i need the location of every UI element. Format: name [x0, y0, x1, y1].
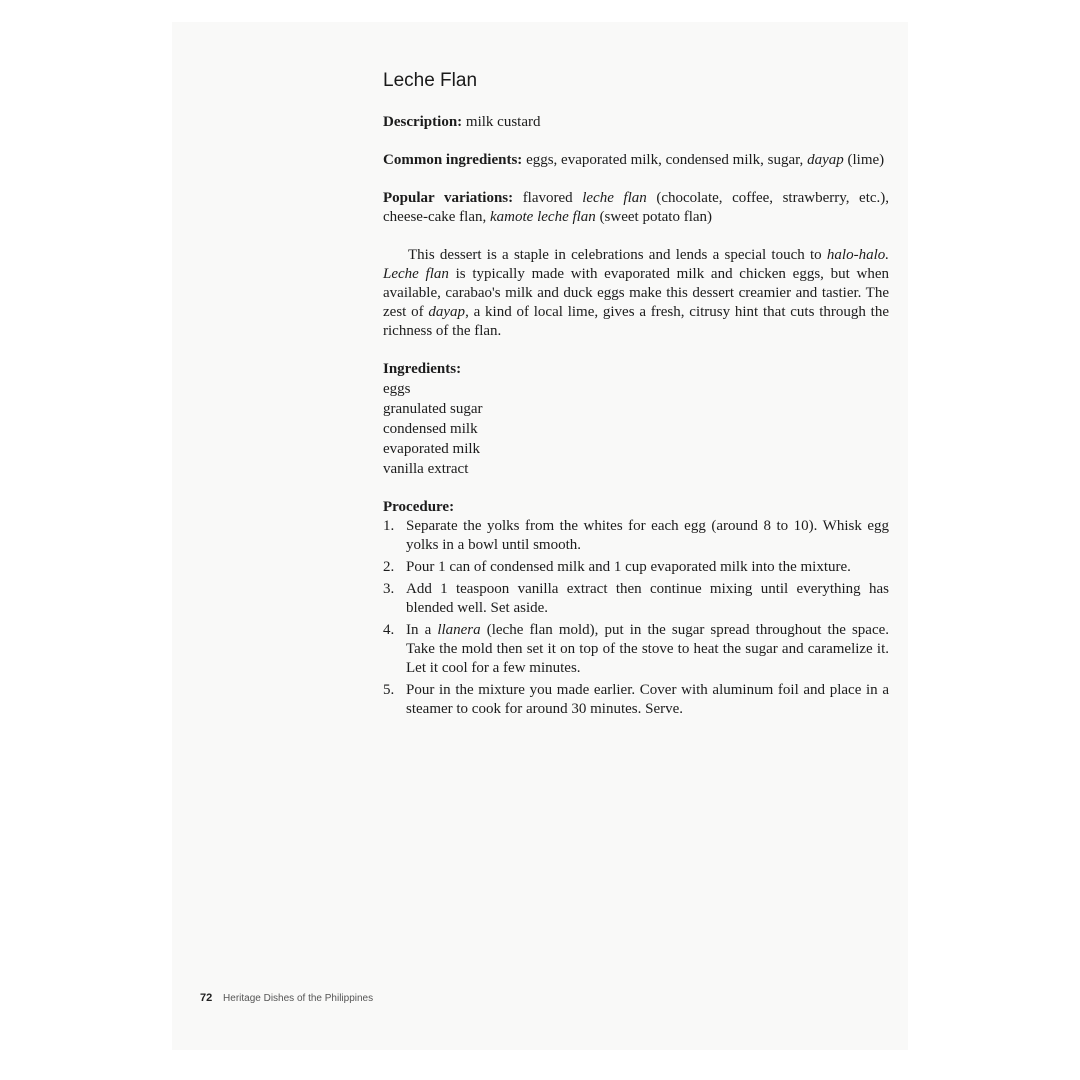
common-ingredients-text: eggs, evaporated milk, condensed milk, sugar, — [526, 152, 804, 168]
page-number: 72 — [200, 992, 213, 1004]
step-number: 3. — [383, 581, 395, 597]
popular-variations-text-3: (sweet potato flan) — [599, 209, 713, 225]
step-text: Separate the yolks from the whites for each egg (around 8 to 10). Whisk egg yolks in a bowl until smooth. — [406, 518, 889, 553]
ingredients-heading: Ingredients: — [383, 361, 462, 377]
ingredients-list — [383, 379, 889, 479]
common-ingredients-italic: dayap — [807, 152, 844, 168]
intro-italic-3: dayap — [428, 304, 466, 320]
ingredient-item: granulated sugar — [383, 401, 483, 417]
intro-paragraph — [383, 246, 889, 341]
step-number: 1. — [383, 518, 395, 534]
procedure-step — [383, 681, 889, 719]
procedure-list — [383, 517, 889, 719]
common-ingredients-field — [383, 151, 889, 170]
popular-variations-text-2: (chocolate, coffee, strawberry, etc.), cheese-cake flan, — [383, 190, 890, 225]
ingredient-item: vanilla extract — [383, 461, 469, 477]
book-title: Heritage Dishes of the Philippines — [223, 993, 374, 1004]
procedure-step — [383, 621, 889, 678]
ingredient-item: evaporated milk — [383, 441, 481, 457]
popular-variations-italic-2: kamote leche flan — [490, 209, 596, 225]
intro-text-1: This dessert is a staple in celebrations and lends a special touch to — [408, 247, 822, 263]
intro-text-3: , a kind of local lime, gives a fresh, citrusy hint that cuts through the richness of the flan. — [383, 304, 889, 339]
ingredient-item: eggs — [383, 381, 411, 397]
popular-variations-field — [383, 189, 889, 227]
description-label: Description: — [383, 114, 463, 130]
procedure-step — [383, 580, 889, 618]
step-text: Add 1 teaspoon vanilla extract then continue mixing until everything has blended well. Set aside. — [406, 581, 889, 616]
step-number: 2. — [383, 559, 395, 575]
popular-variations-text-1: flavored — [522, 190, 573, 206]
page-footer — [200, 992, 373, 1004]
recipe-title: Leche Flan — [383, 70, 478, 91]
intro-italic-1: halo-halo. — [826, 247, 889, 263]
step-text-after: (leche flan mold), put in the sugar spread throughout the space. Take the mold then set it on top of the stove to heat the sugar and caramelize it. Let it cool for a few minutes. — [406, 622, 890, 676]
step-text: Pour in the mixture you made earlier. Cover with aluminum foil and place in a steamer to cook for around 30 minutes. Serve. — [406, 682, 889, 717]
step-italic: llanera — [437, 622, 481, 638]
step-text: Pour 1 can of condensed milk and 1 cup evaporated milk into the mixture. — [406, 559, 851, 575]
step-number: 4. — [383, 622, 395, 638]
step-text-before: In a — [406, 622, 432, 638]
intro-text-2: is typically made with evaporated milk and chicken eggs, but when available, carabao's milk and duck eggs make this dessert creamier and tastier. The zest of — [383, 266, 890, 320]
ingredient-item: condensed milk — [383, 421, 478, 437]
popular-variations-italic-1: leche flan — [582, 190, 647, 206]
step-number: 5. — [383, 682, 395, 698]
recipe-content — [383, 68, 889, 722]
description-field — [383, 113, 889, 132]
intro-italic-2: Leche flan — [383, 266, 449, 282]
procedure-step — [383, 517, 889, 555]
description-value: milk custard — [465, 114, 541, 130]
common-ingredients-label: Common ingredients: — [383, 152, 523, 168]
common-ingredients-text-after: (lime) — [847, 152, 885, 168]
procedure-step — [383, 558, 889, 577]
popular-variations-label: Popular variations: — [383, 190, 514, 206]
procedure-heading: Procedure: — [383, 499, 455, 515]
